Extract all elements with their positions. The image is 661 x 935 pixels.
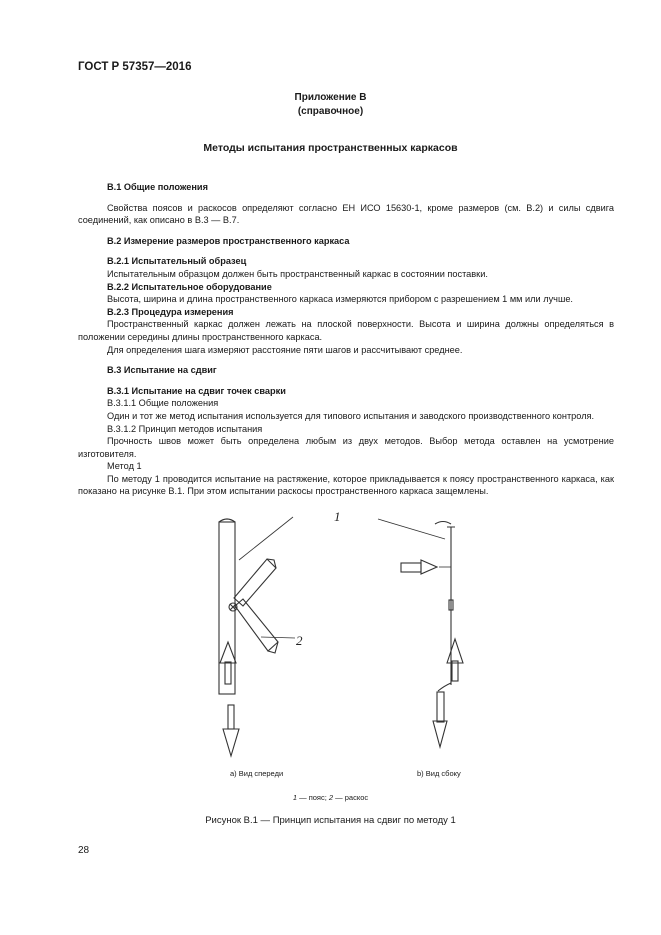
paragraph: В.3.1.2 Принцип методов испытания	[107, 423, 263, 434]
caption-front-view: а) Вид спереди	[230, 769, 284, 778]
paragraph: Для определения шага измеряют расстояние пяти шагов и рассчитывают среднее.	[107, 344, 463, 355]
paragraph: Метод 1	[107, 461, 142, 472]
section-heading: В.2.2 Испытательное оборудование	[107, 281, 272, 292]
legend-diagonal-text: — раскос	[333, 793, 369, 802]
section-heading: В.1 Общие положения	[107, 182, 208, 192]
side-chord-top	[435, 522, 455, 528]
section-heading: В.3.1 Испытание на сдвиг точек сварки	[107, 385, 286, 396]
leader-line-2	[261, 637, 295, 638]
appendix-title: Приложение В	[294, 92, 367, 103]
side-chord-bottom	[438, 683, 451, 691]
legend-diagonal-number: 2	[328, 793, 334, 802]
force-arrow-down-shaft	[228, 705, 234, 729]
force-arrow-up-shaft	[225, 662, 231, 684]
paragraph: Пространственный каркас должен лежать на плоской поверхности. Высота и ширина должны определяться в положении середины длины пространственного каркаса.	[78, 319, 614, 342]
clamp-arrow-shaft	[401, 563, 421, 572]
paragraph: Испытательным образцом должен быть пространственный каркас в состоянии поставки.	[107, 268, 488, 279]
leader-line-1a	[239, 517, 293, 560]
spacer	[78, 377, 614, 385]
paragraph: Высота, ширина и длина пространственного каркаса измеряются прибором с разрешением 1 мм или лучше.	[107, 294, 573, 305]
figure-b1	[150, 505, 490, 760]
section-heading: В.2.3 Процедура измерения	[107, 306, 234, 317]
figure-legend	[0, 793, 661, 802]
paragraph: Свойства поясов и раскосов определяют согласно ЕН ИСО 15630-1, кроме размеров (см. В.2) и силы сдвига соединений, как описано в В.3 — В.7.	[78, 202, 614, 226]
section-title: Методы испытания пространственных каркасов	[203, 142, 458, 154]
section-heading: В.2.1 Испытательный образец	[107, 256, 247, 267]
section-heading: В.3 Испытание на сдвиг	[107, 365, 217, 376]
figure-title: Рисунок В.1 — Принцип испытания на сдвиг по методу 1	[205, 815, 456, 826]
diagonal-lower	[235, 599, 278, 651]
document-code: ГОСТ Р 57357—2016	[78, 61, 192, 73]
force-arrow-up-head	[220, 642, 236, 663]
legend-chord-text: — пояс;	[297, 793, 329, 802]
side-force-down-shaft	[437, 692, 444, 722]
spacer	[78, 227, 614, 235]
front-view-diagram	[219, 517, 295, 756]
paragraph: Прочность швов может быть определена любым из двух методов. Выбор метода оставлен на усмотрение изготовителя.	[78, 436, 614, 459]
legend-chord-number: 1	[292, 793, 298, 802]
leader-line-1b	[378, 519, 445, 539]
spacer	[78, 356, 614, 364]
paragraph: В.3.1.1 Общие положения	[107, 398, 219, 409]
section-heading: В.2 Измерение размеров пространственного каркаса	[107, 235, 350, 246]
caption-side-view: b) Вид сбоку	[417, 769, 461, 778]
spacer	[78, 194, 614, 202]
page-number: 28	[78, 845, 90, 856]
appendix-subtitle: (справочное)	[297, 106, 364, 117]
spacer	[78, 247, 614, 255]
appendix-heading	[0, 91, 661, 119]
figure-label-1: 1	[334, 509, 341, 524]
side-force-up-shaft	[452, 661, 458, 681]
body-text	[78, 181, 614, 498]
figure-label-2: 2	[296, 633, 303, 648]
force-arrow-down-head	[223, 729, 239, 756]
diagonal-upper	[234, 559, 276, 606]
clamp-arrow-head	[421, 560, 437, 574]
paragraph: Один и тот же метод испытания используется для типового испытания и заводского производственного контроля.	[107, 410, 595, 421]
paragraph: По методу 1 проводится испытание на растяжение, которое прикладывается к поясу пространственного каркаса, как показано на рисунке В.1. При этом испытании раскосы пространственного каркаса защемлены.	[78, 473, 614, 497]
side-force-down-head	[433, 721, 447, 747]
side-force-up-head	[447, 639, 463, 663]
side-view-diagram	[378, 519, 463, 747]
